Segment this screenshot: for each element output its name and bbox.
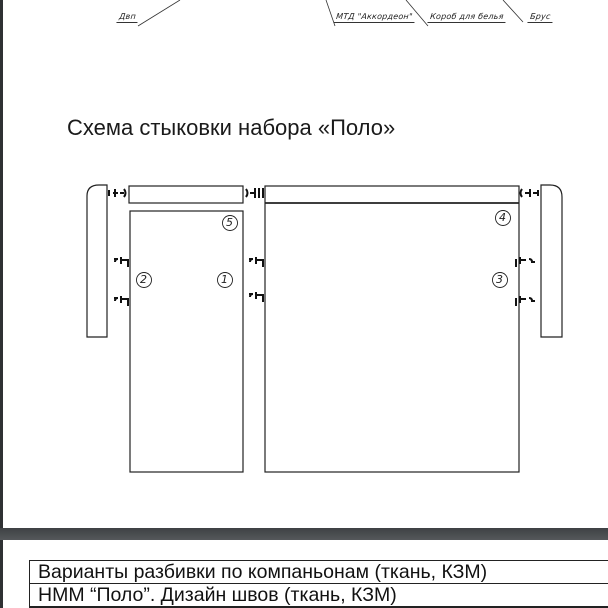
table-row: НММ “Поло”. Дизайн швов (ткань, КЗМ) [30,584,608,607]
module-number-circles [137,211,511,288]
page-separator [0,528,608,540]
module-number-5: 5 [226,216,233,229]
right-armrest [541,185,562,337]
docking-scheme-diagram [3,0,608,528]
document-page-2 [3,540,608,608]
module-number-4: 4 [499,211,506,224]
contents-table [29,560,608,608]
document-page-1 [3,0,608,528]
module-number-2: 2 [140,273,147,286]
left-armrest [87,185,107,337]
connector-brackets [109,188,538,306]
callout-label-linen-box: Короб для белья [427,12,506,23]
callout-label-dvp: Двп [116,12,138,23]
table-row: Варианты разбивки по компаньонам (ткань, КЗМ) [30,561,608,584]
back-bolster-left [129,186,243,203]
page-title: Схема стыковки набора «Поло» [67,115,396,140]
callout-label-mtd-accordion: МТД "Аккордеон" [333,12,415,23]
module-box-right [265,186,519,472]
module-box-left [130,211,243,472]
module-number-1: 1 [221,273,228,286]
callout-label-beam: Брус [527,12,553,23]
module-number-3: 3 [496,273,503,286]
